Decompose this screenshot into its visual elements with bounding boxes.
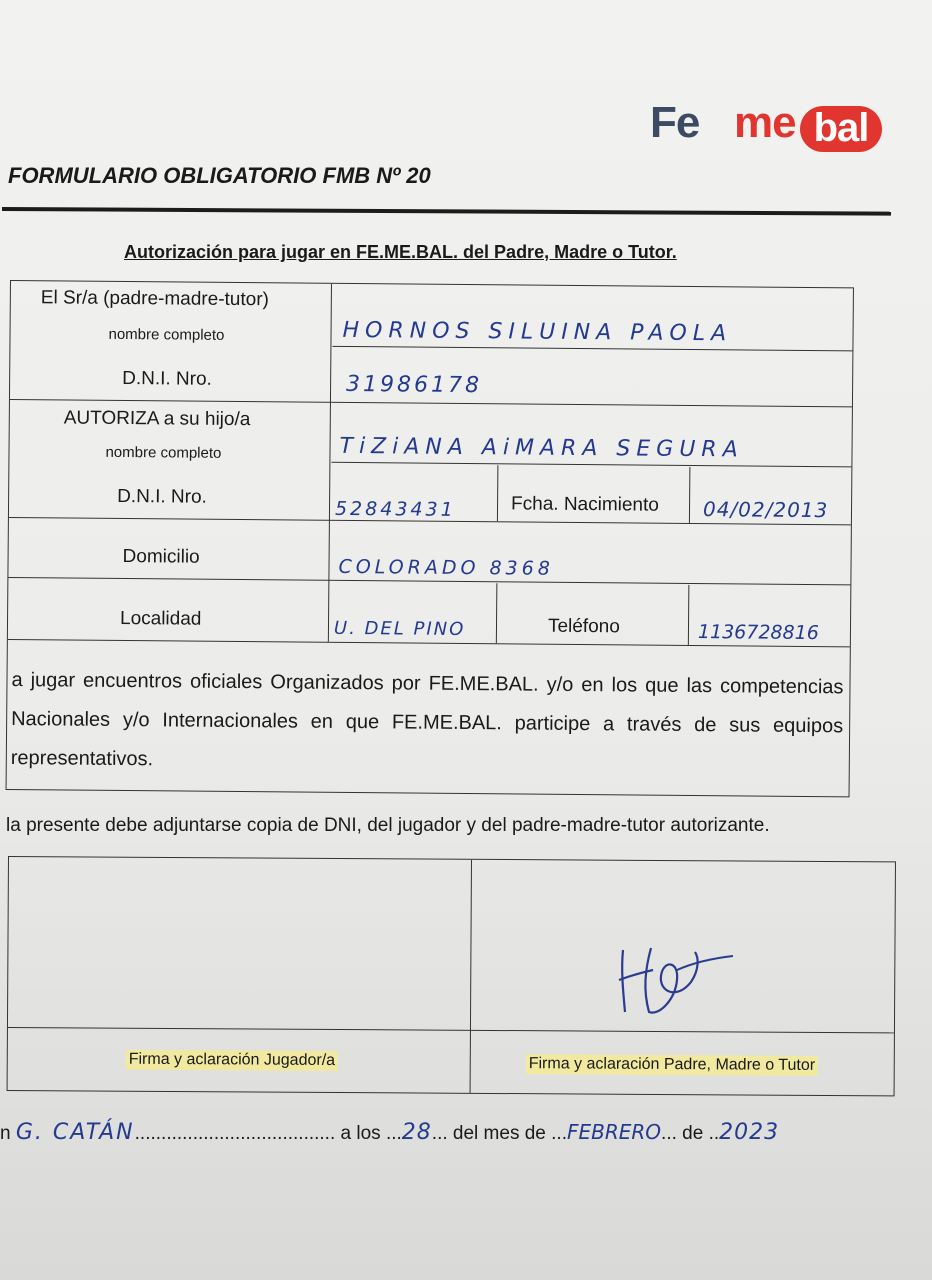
child-label: AUTORIZA a su hijo/a <box>63 407 251 431</box>
parent-signature-caption: Firma y aclaración Padre, Madre o Tutor <box>526 1054 818 1076</box>
city-value: U. DEL PINO <box>333 617 466 640</box>
player-signature-caption: Firma y aclaración Jugador/a <box>126 1050 338 1071</box>
row-divider <box>10 399 852 407</box>
row-divider <box>331 462 851 468</box>
dotted-line: .. <box>708 1123 720 1144</box>
a-los-text: a los <box>340 1123 381 1144</box>
day-value: 28 <box>401 1120 432 1145</box>
birth-date-label: Fcha. Nacimiento <box>510 493 659 516</box>
parent-label: El Sr/a (padre-madre-tutor) <box>40 287 270 311</box>
place-date-line <box>0 1120 779 1145</box>
signature-stroke <box>645 948 697 1013</box>
phone-label: Teléfono <box>547 615 620 638</box>
birth-date-value: 04/02/2013 <box>702 497 829 523</box>
de-text: de <box>682 1123 704 1144</box>
address-label: Domicilio <box>122 545 200 568</box>
row-divider <box>8 1027 894 1033</box>
child-sublabel: nombre completo <box>105 443 222 462</box>
signature-table <box>7 856 896 1096</box>
phone-value: 1136728816 <box>697 621 819 645</box>
place-value: G. CATÁN <box>15 1120 135 1145</box>
dotted-line: ...................................... <box>134 1123 336 1144</box>
column-divider <box>497 465 498 521</box>
form-subtitle: Autorización para jugar en FE.ME.BAL. del Padre, Madre o Tutor. <box>124 242 677 262</box>
footer-prefix: n <box>0 1123 11 1144</box>
dotted-line: ... <box>431 1123 448 1144</box>
parent-dni-value: 31986178 <box>345 371 483 399</box>
parent-sublabel: nombre completo <box>108 325 225 344</box>
city-label: Localidad <box>119 607 202 630</box>
authorization-paragraph: a jugar encuentros oficiales Organizados por FE.ME.BAL. y/o en los que las competencias Nacionales y/o Internacionales en que FE.ME.BAL. participe a través de sus equipos representativos. <box>10 669 844 771</box>
logo-text-me: me <box>734 98 796 147</box>
logo-text-fe: Fe <box>650 98 700 147</box>
column-divider <box>470 860 472 1093</box>
column-divider <box>496 583 498 643</box>
parent-dni-label: D.N.I. Nro. <box>122 367 212 390</box>
year-value: 2023 <box>719 1120 780 1145</box>
title-divider <box>2 207 891 216</box>
child-name-value: TiZiANA AiMARA SEGURA <box>339 433 744 463</box>
row-divider <box>332 346 852 352</box>
del-mes-de-text: del mes de <box>452 1123 546 1144</box>
dotted-line: ... <box>661 1123 677 1144</box>
logo-text-bal: bal <box>800 106 882 152</box>
authorization-table <box>6 280 854 797</box>
column-divider <box>689 467 690 523</box>
parent-signature <box>615 930 735 1020</box>
signature-stroke <box>619 970 653 980</box>
month-value: FEBRERO <box>567 1120 662 1144</box>
address-value: COLORADO 8368 <box>338 555 554 580</box>
signature-stroke <box>622 950 625 1012</box>
dotted-line: ... <box>551 1123 567 1144</box>
femebal-logo <box>650 98 890 158</box>
column-divider <box>688 585 690 645</box>
child-dni-label: D.N.I. Nro. <box>117 485 207 508</box>
form-title: FORMULARIO OBLIGATORIO FMB Nº 20 <box>8 163 431 188</box>
signature-stroke <box>677 956 733 970</box>
dni-attachment-note: la presente debe adjuntarse copia de DNI, del jugador y del padre-madre-tutor autorizante. <box>6 815 770 836</box>
dotted-line: ... <box>385 1123 402 1144</box>
child-dni-value: 52843431 <box>334 497 456 521</box>
parent-name-value: HORNOS SILUINA PAOLA <box>342 317 733 347</box>
